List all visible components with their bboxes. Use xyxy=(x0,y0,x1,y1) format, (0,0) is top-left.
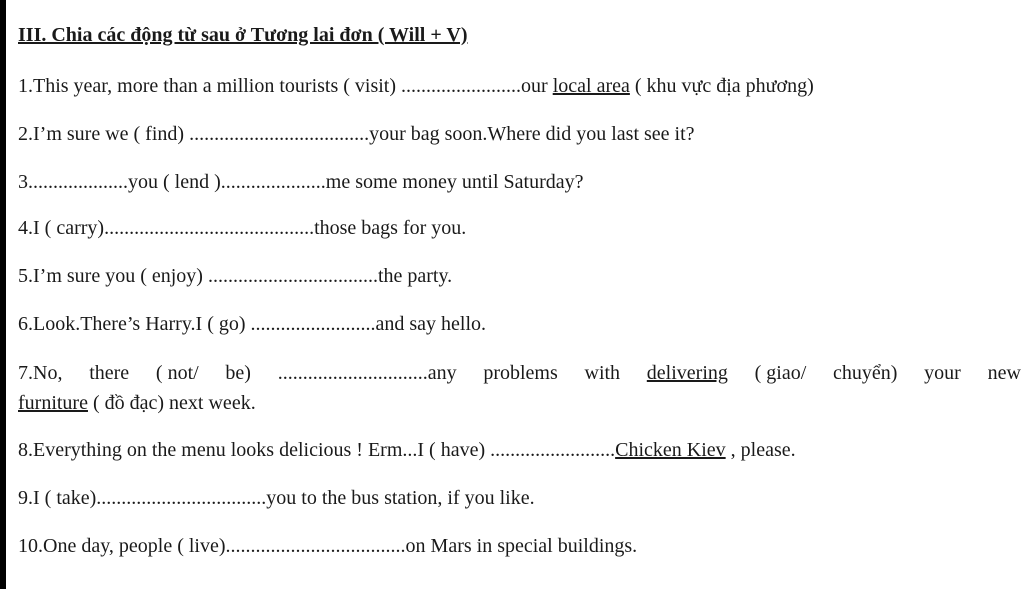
q1-text-c: ( khu vực địa phương) xyxy=(629,75,814,97)
q7-word: be) xyxy=(225,362,251,384)
q10-text-b: on Mars in special buildings. xyxy=(405,535,638,557)
q8-text-b: , please. xyxy=(725,439,796,461)
q9-blank: .................................. xyxy=(96,487,267,509)
q7-text-b: ( đồ đạc) next week. xyxy=(87,392,256,414)
q2-blank: .................................... xyxy=(189,123,370,145)
question-4 xyxy=(18,216,466,240)
q6-blank: ......................... xyxy=(250,313,376,335)
question-2 xyxy=(18,122,695,146)
q7-word: new xyxy=(987,362,1021,384)
left-edge-bar xyxy=(0,0,6,589)
question-8 xyxy=(18,438,796,462)
q3-blank-1: ................... xyxy=(33,171,128,193)
q7-word: with xyxy=(584,362,621,384)
q7-word: 7.No, xyxy=(18,362,63,384)
q4-blank: .......................................... xyxy=(104,217,315,239)
q1-underlined: local area xyxy=(552,75,630,97)
question-10 xyxy=(18,534,637,558)
q7-word: any xyxy=(427,362,457,384)
q9-text-b: you to the bus station, if you like. xyxy=(266,487,535,509)
q6-text-a: 6.Look.There’s Harry.I ( go) xyxy=(18,313,251,335)
question-7-line-1 xyxy=(18,361,1021,385)
q4-text-b: those bags for you. xyxy=(314,217,467,239)
q1-text-a: 1.This year, more than a million tourists ( visit) xyxy=(18,75,402,97)
question-6 xyxy=(18,312,486,336)
q1-blank: ........................ xyxy=(401,75,522,97)
q9-text-a: 9.I ( take) xyxy=(18,487,97,509)
q7-blank: .............................. xyxy=(277,362,428,384)
q5-text-a: 5.I’m sure you ( enjoy) xyxy=(18,265,208,287)
q8-underlined: Chicken Kiev xyxy=(615,439,726,461)
question-9 xyxy=(18,486,535,510)
q2-text-a: 2.I’m sure we ( find) xyxy=(18,123,190,145)
q5-blank: .................................. xyxy=(207,265,378,287)
q7-word: chuyển) xyxy=(833,362,898,384)
q3-blank-2: ..................... xyxy=(220,171,326,193)
q10-blank: .................................... xyxy=(225,535,406,557)
q8-text-a: 8.Everything on the menu looks delicious ! Erm...I ( have) xyxy=(18,439,491,461)
q3-text-c: me some money until Saturday? xyxy=(325,171,584,193)
q5-text-b: the party. xyxy=(377,265,453,287)
q7-word: there xyxy=(89,362,130,384)
question-1 xyxy=(18,74,814,98)
q7-underlined-furniture: furniture xyxy=(18,392,88,414)
question-3 xyxy=(18,170,584,194)
q7-word: ( not/ xyxy=(155,362,199,384)
exercise-title: III. Chia các động từ sau ở Tương lai đơn ( Will + V) xyxy=(18,24,468,46)
q10-text-a: 10.One day, people ( live) xyxy=(18,535,226,557)
q4-text-a: 4.I ( carry) xyxy=(18,217,105,239)
q7-underlined-delivering: delivering xyxy=(646,362,728,384)
question-5 xyxy=(18,264,452,288)
q3-text-a: 3. xyxy=(18,171,33,193)
q8-blank: ......................... xyxy=(490,439,616,461)
q3-text-b: you ( lend ) xyxy=(128,171,221,193)
q7-word: problems xyxy=(483,362,558,384)
q2-text-b: your bag soon.Where did you last see it? xyxy=(369,123,695,145)
q7-blank-group xyxy=(278,361,457,385)
q7-word: ( giao/ xyxy=(754,362,807,384)
question-7-line-2 xyxy=(18,391,256,415)
q6-text-b: and say hello. xyxy=(375,313,487,335)
q7-word: your xyxy=(924,362,961,384)
q1-text-b: our xyxy=(521,75,553,97)
